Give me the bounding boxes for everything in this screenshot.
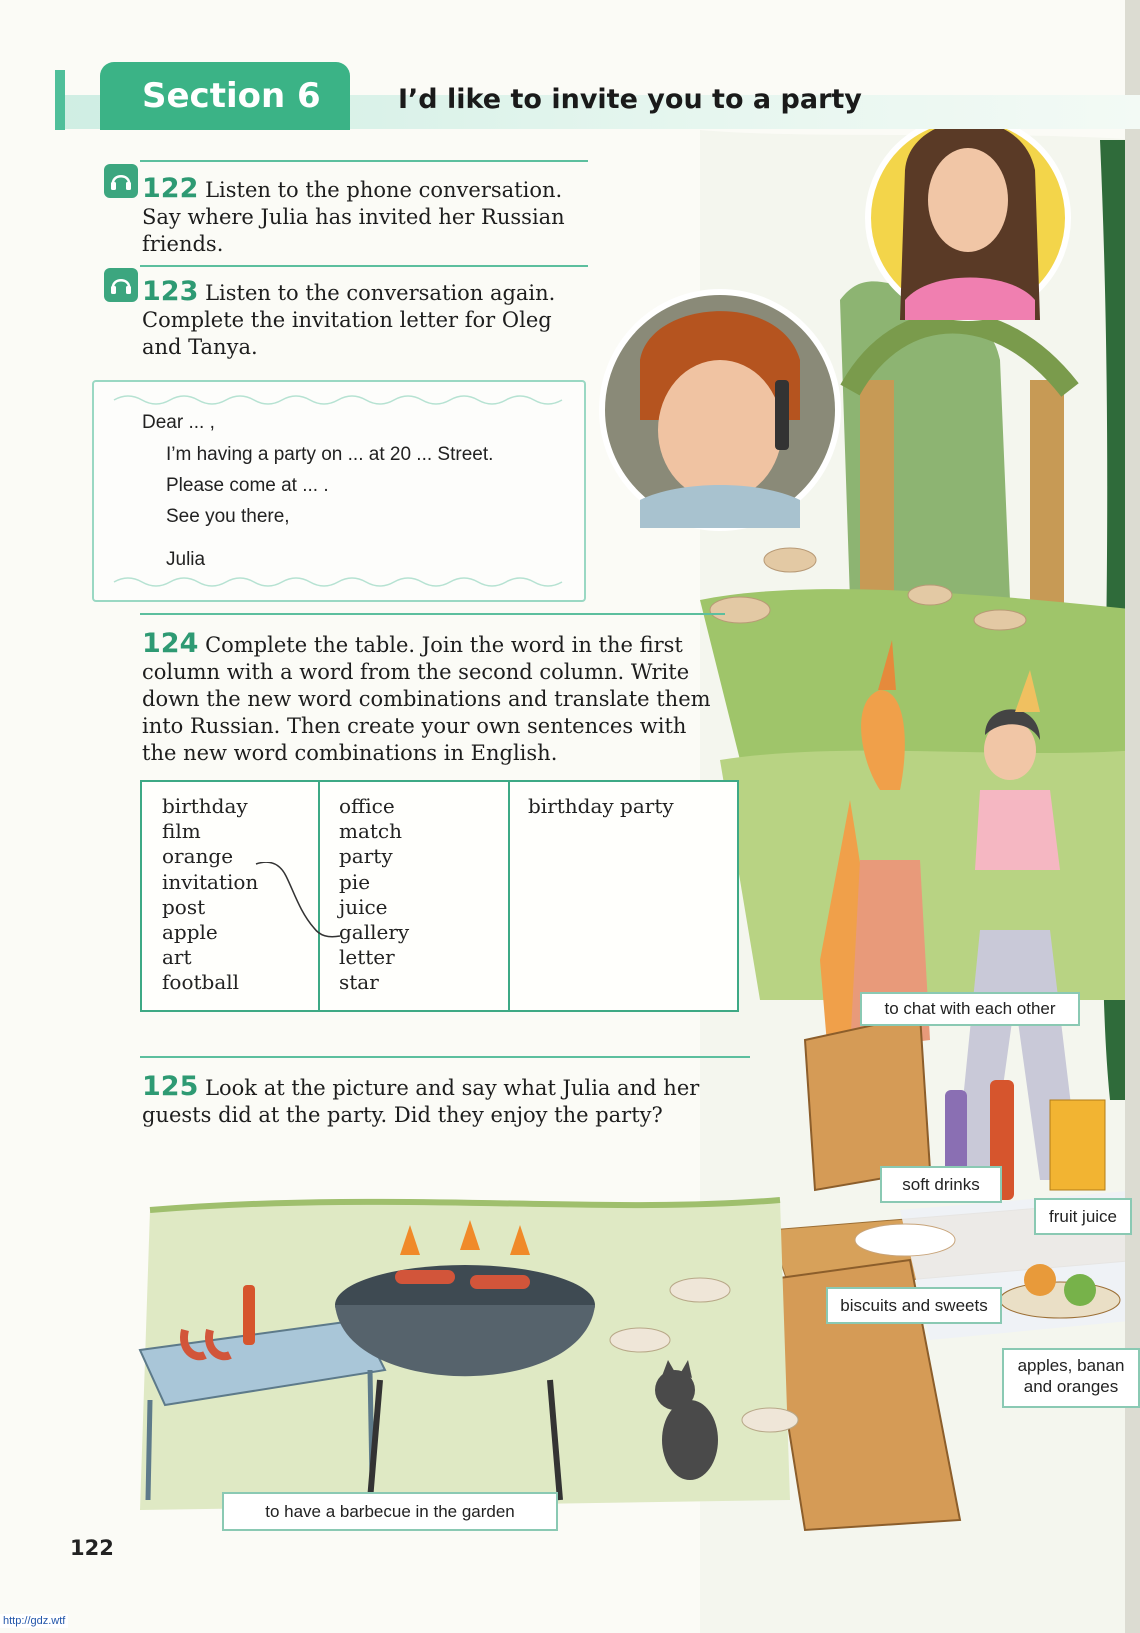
table-cell: star xyxy=(339,970,379,995)
table-cell: post xyxy=(162,894,206,919)
word-combination-table xyxy=(140,780,739,1012)
table-divider xyxy=(508,782,510,1010)
site-watermark: http://gdz.wtf xyxy=(0,1614,68,1628)
exercise-number: 123 xyxy=(142,276,199,307)
table-cell: match xyxy=(339,819,403,844)
caption-fruit-juice: fruit juice xyxy=(1034,1198,1132,1235)
connector-line xyxy=(254,862,344,942)
table-cell: orange xyxy=(162,844,234,869)
headphones-icon xyxy=(104,164,138,198)
table-cell: letter xyxy=(339,945,395,970)
exercise-number: 124 xyxy=(142,628,199,659)
exercise-instruction: Look at the picture and say what Julia and her guests did at the party. Did they enjoy the party? xyxy=(142,1076,700,1127)
exercise-123 xyxy=(142,278,592,361)
caption-chat: to chat with each other xyxy=(860,992,1080,1026)
exercise-number: 122 xyxy=(142,173,199,204)
table-cell: party xyxy=(339,844,393,869)
headphones-icon xyxy=(104,268,138,302)
exercise-divider xyxy=(140,613,725,615)
letter-signature: Julia xyxy=(166,549,206,570)
table-cell: apple xyxy=(162,920,218,945)
page-number: 122 xyxy=(70,1536,114,1560)
section-label: Section 6 xyxy=(100,62,350,130)
table-cell-example-answer: birthday party xyxy=(528,794,674,818)
table-column-second xyxy=(339,794,489,1022)
table-cell: birthday xyxy=(162,794,248,818)
letter-greeting: Dear ... , xyxy=(142,412,215,433)
table-cell: gallery xyxy=(339,920,410,945)
exercise-instruction: Complete the table. Join the word in the first column with a word from the second column. Write down the new word combinations and translate them into Russian. Then create your own sentences with the new word combinations in English. xyxy=(142,633,711,765)
caption-barbecue: to have a barbecue in the garden xyxy=(222,1492,558,1531)
table-cell: art xyxy=(162,945,192,970)
exercise-instruction: Listen to the phone conversation. Say where Julia has invited her Russian friends. xyxy=(142,178,565,256)
letter-line: Please come at ... . xyxy=(166,475,329,496)
exercise-122 xyxy=(142,175,592,258)
table-cell: football xyxy=(162,970,240,995)
table-cell: office xyxy=(339,794,395,818)
header-accent-strip xyxy=(55,70,65,130)
exercise-instruction: Listen to the conversation again. Complete the invitation letter for Oleg and Tanya. xyxy=(142,281,556,359)
exercise-number: 125 xyxy=(142,1071,199,1102)
table-cell: pie xyxy=(339,869,371,894)
letter-line: I’m having a party on ... at 20 ... Street. xyxy=(166,444,494,465)
table-cell: invitation xyxy=(162,869,259,894)
exercise-divider xyxy=(140,1056,750,1058)
caption-line: apples, banan xyxy=(1017,1356,1125,1375)
letter-line: See you there, xyxy=(166,506,290,527)
caption-apples-bananas-oranges xyxy=(1002,1348,1140,1408)
exercise-divider xyxy=(140,160,588,162)
table-cell: film xyxy=(162,819,201,844)
table-cell: juice xyxy=(339,894,388,919)
table-column-answers xyxy=(528,794,728,1022)
caption-biscuits-sweets: biscuits and sweets xyxy=(826,1287,1002,1324)
exercise-125 xyxy=(142,1073,752,1129)
page-title: I’d like to invite you to a party xyxy=(398,84,862,115)
invitation-letter xyxy=(92,380,586,602)
caption-soft-drinks: soft drinks xyxy=(880,1166,1002,1203)
caption-line: and oranges xyxy=(1023,1377,1119,1396)
exercise-divider xyxy=(140,265,588,267)
exercise-124 xyxy=(142,630,712,767)
